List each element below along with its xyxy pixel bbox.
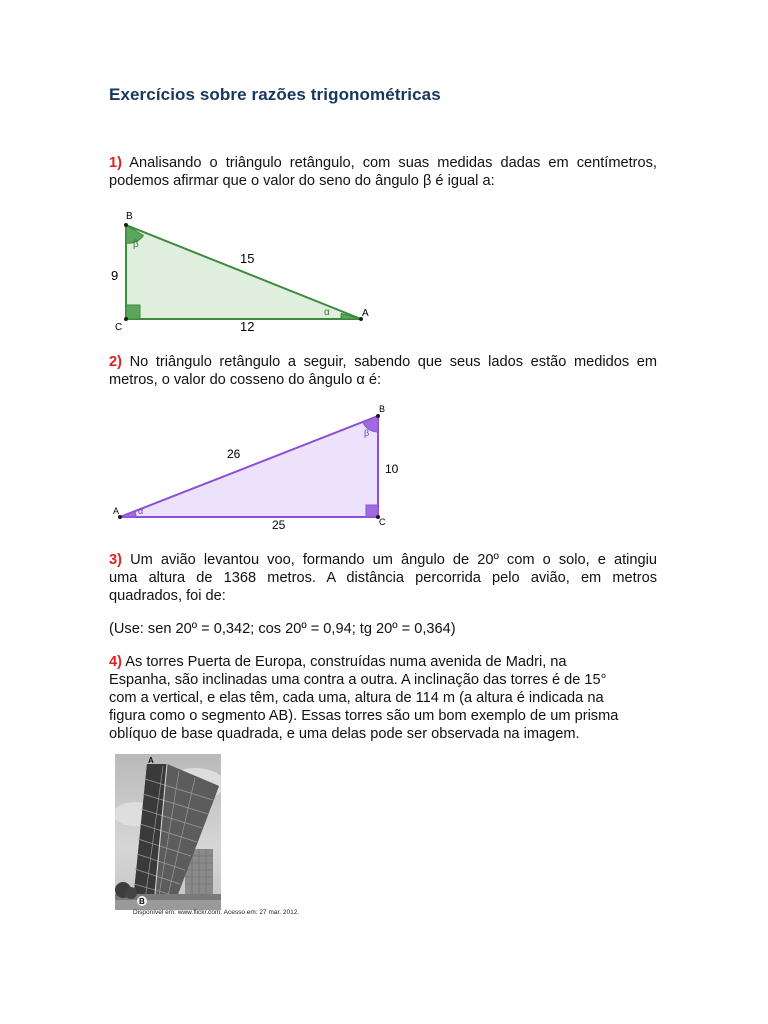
question-1-line-1: Analisando o triângulo retângulo, com suas medidas dadas em centímetros, bbox=[129, 155, 657, 171]
question-4-line-5: oblíquo de base quadrada, e uma delas pode ser observada na imagem. bbox=[109, 726, 580, 742]
question-4-text bbox=[109, 653, 657, 743]
question-2-line-1: No triângulo retângulo a seguir, sabendo que seus lados estão medidos em bbox=[129, 354, 657, 370]
photo-label-a: A bbox=[148, 756, 154, 765]
tower-photo bbox=[115, 754, 221, 910]
angle-alpha-label: α bbox=[138, 506, 144, 516]
side-ab-label: 15 bbox=[240, 251, 255, 266]
question-3-line-2: uma altura de 1368 metros. A distância percorrida pelo avião, em metros bbox=[109, 570, 657, 586]
vertex-b-label: B bbox=[126, 211, 133, 222]
vertex-b-label: B bbox=[379, 404, 386, 414]
page-title: Exercícios sobre razões trigonométricas bbox=[109, 85, 441, 104]
question-4-line-2: Espanha, são inclinadas uma contra a outra. A inclinação das torres é de 15° bbox=[109, 672, 607, 688]
question-4-number: 4) bbox=[109, 654, 122, 670]
side-bc-label: 10 bbox=[385, 462, 399, 476]
vertex-c-label: C bbox=[379, 517, 386, 527]
side-bc-label: 9 bbox=[111, 268, 119, 283]
question-2-line-2: metros, o valor do cosseno do ângulo α é: bbox=[109, 372, 382, 388]
vertex-a-label: A bbox=[113, 506, 120, 516]
angle-beta-label: β bbox=[133, 239, 139, 250]
question-4-line-4: figura como o segmento AB). Essas torres são um bom exemplo de um prisma bbox=[109, 708, 619, 724]
right-angle-marker bbox=[126, 305, 140, 319]
angle-alpha-marker bbox=[120, 511, 136, 517]
question-1-triangle-figure bbox=[105, 205, 385, 335]
vertex-c-label: C bbox=[115, 322, 123, 333]
side-ca-label: 25 bbox=[272, 518, 286, 530]
photo-label-b: B bbox=[139, 897, 145, 906]
side-ab-label: 26 bbox=[227, 447, 241, 461]
question-1-number: 1) bbox=[109, 155, 122, 171]
question-3-line-3: quadrados, foi de: bbox=[109, 588, 226, 604]
question-3-text bbox=[109, 551, 657, 605]
question-3-hint: (Use: sen 20º = 0,342; cos 20º = 0,94; tg 20º = 0,364) bbox=[109, 621, 456, 637]
triangle-2-shape bbox=[120, 416, 378, 517]
photo-caption: Disponível em: www.flickr.com. Acesso em: 27 mar. 2012. bbox=[133, 909, 300, 916]
triangle-1-shape bbox=[126, 225, 361, 319]
side-ca-label: 12 bbox=[240, 319, 255, 334]
question-1-line-2: podemos afirmar que o valor do seno do ângulo β é igual a: bbox=[109, 173, 495, 189]
angle-alpha-label: α bbox=[324, 307, 330, 318]
question-3-line-1: Um avião levantou voo, formando um ângulo de 20º com o solo, e atingiu bbox=[130, 552, 657, 568]
question-1-text bbox=[109, 154, 657, 190]
right-angle-marker bbox=[366, 505, 378, 517]
question-4-line-1: As torres Puerta de Europa, construídas numa avenida de Madri, na bbox=[125, 654, 567, 670]
question-2-triangle-figure bbox=[110, 400, 410, 530]
vertex-a-label: A bbox=[362, 308, 369, 319]
question-3-number: 3) bbox=[109, 552, 122, 568]
question-4-line-3: com a vertical, e elas têm, cada uma, altura de 114 m (a altura é indicada na bbox=[109, 690, 604, 706]
angle-beta-label: β bbox=[364, 428, 370, 438]
question-2-number: 2) bbox=[109, 354, 122, 370]
question-2-text bbox=[109, 353, 657, 389]
